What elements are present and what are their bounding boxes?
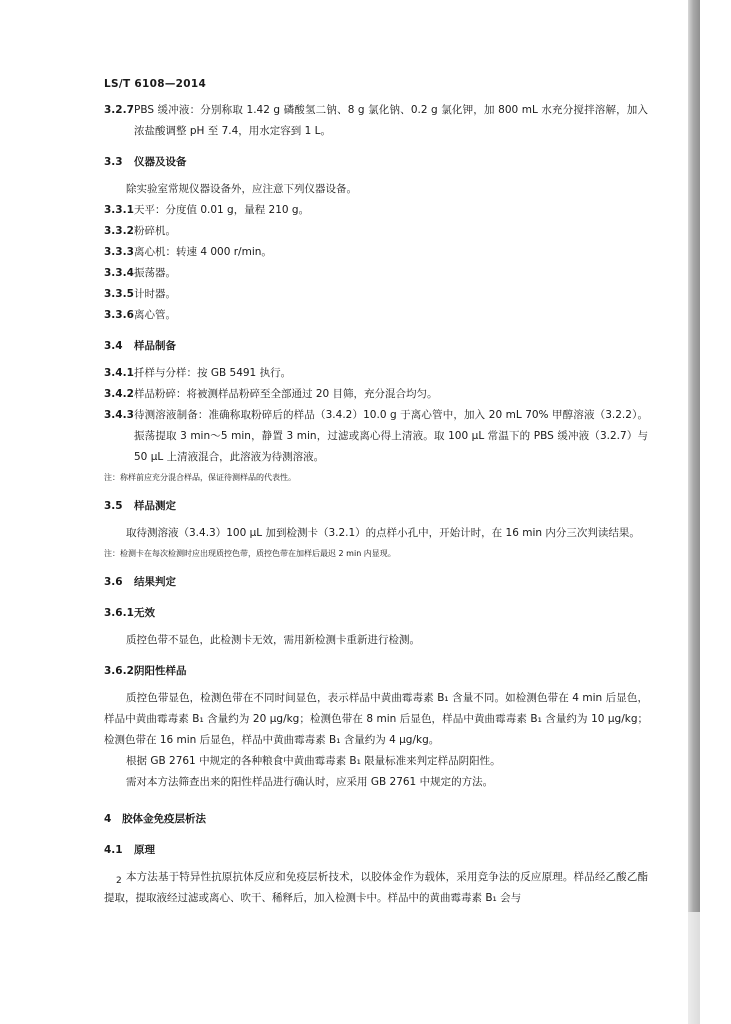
clause-text: 粉碎机。 xyxy=(134,225,176,237)
clause-number: 3.3.4 xyxy=(104,267,134,279)
clause-3-3-1 xyxy=(104,200,648,221)
scan-shadow-edge-lower xyxy=(688,912,700,1024)
section-3-5-text: 取待测溶液（3.4.3）100 μL 加到检测卡（3.2.1）的点样小孔中，开始计时，在 16 min 内分三次判读结果。 xyxy=(126,527,640,539)
clause-3-4-2 xyxy=(104,384,648,405)
page-number: 2 xyxy=(116,876,122,886)
section-3-3-heading xyxy=(104,152,648,173)
section-title: 样品制备 xyxy=(134,340,176,352)
section-title: 无效 xyxy=(134,607,155,619)
section-3-6-2-paragraph-1: 质控色带显色，检测色带在不同时间显色，表示样品中黄曲霉毒素 B₁ 含量不同。如检测色带在 4 min 后显色，样品中黄曲霉毒素 B₁ 含量约为 20 μg/kg；检测色带在 8 min 后显色，样品中黄曲霉毒素 B₁ 含量约为 10 μg/kg；检测色带在 16 min 后显色，样品中黄曲霉毒素 B₁ 含量约为 4 μg/kg。 xyxy=(104,692,648,746)
clause-3-3-6 xyxy=(104,305,648,326)
section-3-6-1-text: 质控色带不显色，此检测卡无效，需用新检测卡重新进行检测。 xyxy=(126,634,420,646)
clause-3-3-4 xyxy=(104,263,648,284)
clause-number: 3.4.1 xyxy=(104,367,134,379)
section-3-6-2-heading xyxy=(104,661,648,682)
section-title: 样品测定 xyxy=(134,500,176,512)
section-4-1-heading xyxy=(104,840,648,861)
section-number: 3.5 xyxy=(104,500,123,512)
section-number: 3.6 xyxy=(104,576,123,588)
scan-shadow-edge xyxy=(688,0,700,912)
document-body xyxy=(104,100,648,909)
section-3-5-heading xyxy=(104,496,648,517)
clause-number: 3.2.7 xyxy=(104,104,134,116)
clause-number: 3.4.3 xyxy=(104,409,134,421)
section-number: 3.4 xyxy=(104,340,123,352)
clause-text: PBS 缓冲液：分别称取 1.42 g 磷酸氢二钠、8 g 氯化钠、0.2 g 氯化钾，加 800 mL 水充分搅拌溶解，加入浓盐酸调整 pH 至 7.4，用水定容到 1 L。 xyxy=(134,104,648,137)
clause-number: 3.3.6 xyxy=(104,309,134,321)
clause-3-4-3 xyxy=(104,405,648,468)
clause-number: 3.3.2 xyxy=(104,225,134,237)
section-3-4-heading xyxy=(104,336,648,357)
note-3-5: 注：检测卡在每次检测时应出现质控色带，质控色带在加样后最迟 2 min 内显现。 xyxy=(104,549,396,558)
clause-text: 计时器。 xyxy=(134,288,176,300)
clause-text: 待测溶液制备：准确称取粉碎后的样品（3.4.2）10.0 g 于离心管中，加入 20 mL 70% 甲醇溶液（3.2.2）。振荡提取 3 min～5 min，静置 3 min，过滤或离心得上清液。取 100 μL 常温下的 PBS 缓冲液（3.2.7）与 50 μL 上清液混合，此溶液为待测溶液。 xyxy=(134,409,648,463)
clause-text: 离心管。 xyxy=(134,309,176,321)
clause-text: 扦样与分样：按 GB 5491 执行。 xyxy=(134,367,292,379)
section-3-3-intro: 除实验室常规仪器设备外，应注意下列仪器设备。 xyxy=(126,183,357,195)
document-header-id: LS/T 6108—2014 xyxy=(104,78,207,90)
clause-3-2-7 xyxy=(104,100,648,142)
section-number: 4 xyxy=(104,813,112,825)
clause-3-3-3 xyxy=(104,242,648,263)
clause-text: 振荡器。 xyxy=(134,267,176,279)
section-3-6-heading xyxy=(104,572,648,593)
section-title: 阴阳性样品 xyxy=(134,665,187,677)
clause-3-3-2 xyxy=(104,221,648,242)
clause-3-4-1 xyxy=(104,363,648,384)
section-4-heading xyxy=(104,809,648,830)
clause-number: 3.3.3 xyxy=(104,246,134,258)
clause-text: 天平：分度值 0.01 g，量程 210 g。 xyxy=(134,204,310,216)
section-3-6-2-paragraph-3: 需对本方法筛查出来的阳性样品进行确认时，应采用 GB 2761 中规定的方法。 xyxy=(126,776,494,788)
section-title: 仪器及设备 xyxy=(134,156,187,168)
section-number: 3.3 xyxy=(104,156,123,168)
section-number: 3.6.2 xyxy=(104,665,134,677)
section-number: 4.1 xyxy=(104,844,123,856)
section-4-1-text: 本方法基于特异性抗原抗体反应和免疫层析技术，以胶体金作为载体，采用竞争法的反应原理。样品经乙酸乙酯提取，提取液经过滤或离心、吹干、稀释后，加入检测卡中。样品中的黄曲霉毒素 B₁ 会与 xyxy=(104,871,648,904)
section-3-6-2-paragraph-2: 根据 GB 2761 中规定的各种粮食中黄曲霉毒素 B₁ 限量标准来判定样品阴阳性。 xyxy=(126,755,501,767)
clause-text: 样品粉碎：将被测样品粉碎至全部通过 20 目筛，充分混合均匀。 xyxy=(134,388,438,400)
section-3-6-1-heading xyxy=(104,603,648,624)
clause-number: 3.3.1 xyxy=(104,204,134,216)
section-title: 结果判定 xyxy=(134,576,176,588)
clause-text: 离心机：转速 4 000 r/min。 xyxy=(134,246,272,258)
section-number: 3.6.1 xyxy=(104,607,134,619)
clause-number: 3.4.2 xyxy=(104,388,134,400)
clause-3-3-5 xyxy=(104,284,648,305)
clause-number: 3.3.5 xyxy=(104,288,134,300)
section-title: 胶体金免疫层析法 xyxy=(122,813,206,825)
note-3-4: 注：称样前应充分混合样品，保证待测样品的代表性。 xyxy=(104,473,296,482)
section-title: 原理 xyxy=(134,844,155,856)
